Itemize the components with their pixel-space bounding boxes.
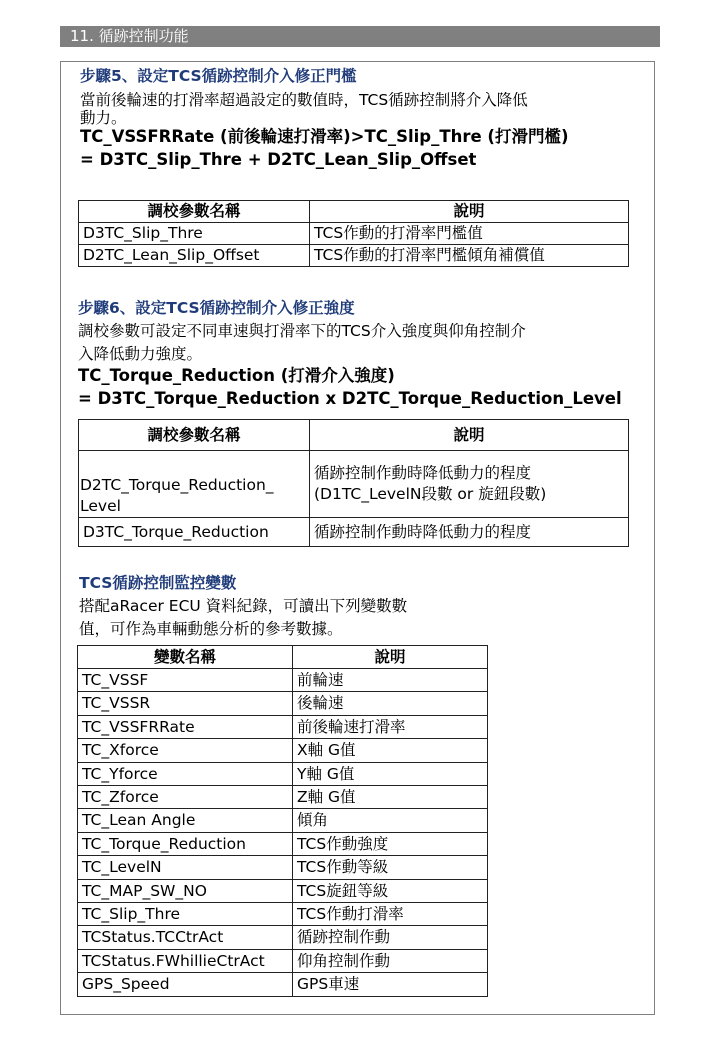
table-row (79, 451, 629, 518)
variable-desc: 前後輪速打滑率 (293, 715, 488, 738)
table-row (79, 223, 629, 245)
param-name (79, 451, 310, 518)
variable-desc: 循跡控制作動 (293, 926, 488, 949)
param-name: D2TC_Lean_Slip_Offset (79, 245, 310, 267)
monitor-desc-line1: 搭配aRacer ECU 資料紀錄，可讀出下列變數數 (79, 597, 408, 615)
section-header: 11. 循跡控制功能 (60, 26, 660, 47)
variable-desc: TCS作動強度 (293, 832, 488, 855)
table-row (78, 809, 488, 832)
variable-name: TC_Zforce (78, 786, 293, 809)
column-header: 調校參數名稱 (79, 201, 310, 223)
column-header: 說明 (310, 420, 629, 451)
variable-name: TC_LevelN (78, 856, 293, 879)
variable-desc: 傾角 (293, 809, 488, 832)
table-header-row (79, 201, 629, 223)
table-row (78, 692, 488, 715)
table-row (78, 832, 488, 855)
param-name-line1: D2TC_Torque_Reduction_ (80, 476, 274, 494)
variable-desc: TCS作動打滑率 (293, 903, 488, 926)
table-row (78, 949, 488, 972)
column-header: 調校參數名稱 (79, 420, 310, 451)
column-header: 變數名稱 (78, 646, 293, 669)
param-desc-line1: 循跡控制作動時降低動力的程度 (314, 464, 532, 482)
param-desc-line2: (D1TC_LevelN段數 or 旋鈕段數) (314, 485, 547, 503)
variable-desc: X軸 G值 (293, 739, 488, 762)
table-header-row (79, 420, 629, 451)
table-header-row (78, 646, 488, 669)
table-row (78, 973, 488, 996)
step6-desc-line1: 調校參數可設定不同車速與打滑率下的TCS介入強度與仰角控制介 (78, 322, 526, 340)
step6-desc-line2: 入降低動力強度。 (78, 345, 203, 363)
table-row (78, 903, 488, 926)
param-desc: TCS作動的打滑率門檻傾角補償值 (310, 245, 629, 267)
table-row (79, 518, 629, 547)
step6-formula-line1: TC_Torque_Reduction (打滑介入強度) (78, 366, 395, 385)
variable-name: TC_VSSFRRate (78, 715, 293, 738)
variable-name: TC_Slip_Thre (78, 903, 293, 926)
column-header: 說明 (310, 201, 629, 223)
variable-desc: GPS車速 (293, 973, 488, 996)
param-desc: 循跡控制作動時降低動力的程度 (310, 518, 629, 547)
step5-title: 步驟5、設定TCS循跡控制介入修正門檻 (80, 67, 357, 85)
step5-desc-line1: 當前後輪速的打滑率超過設定的數值時，TCS循跡控制將介入降低 (80, 91, 528, 109)
variable-name: TCStatus.TCCtrAct (78, 926, 293, 949)
table-row (79, 245, 629, 267)
step6-title: 步驟6、設定TCS循跡控制介入修正強度 (78, 299, 355, 317)
column-header: 說明 (293, 646, 488, 669)
table-row (78, 762, 488, 785)
variable-name: TC_MAP_SW_NO (78, 879, 293, 902)
table-row (78, 669, 488, 692)
param-name: D3TC_Torque_Reduction (79, 518, 310, 547)
variable-desc: TCS作動等級 (293, 856, 488, 879)
variable-desc: Z軸 G值 (293, 786, 488, 809)
variable-name: TC_Lean Angle (78, 809, 293, 832)
variable-name: TC_VSSF (78, 669, 293, 692)
param-name: D3TC_Slip_Thre (79, 223, 310, 245)
variable-desc: Y軸 G值 (293, 762, 488, 785)
param-desc: TCS作動的打滑率門檻值 (310, 223, 629, 245)
variable-desc: 後輪速 (293, 692, 488, 715)
param-name-line2: Level (80, 497, 121, 515)
table-row (78, 739, 488, 762)
step6-formula-line2: = D3TC_Torque_Reduction x D2TC_Torque_Reduction_Level (78, 389, 622, 408)
variable-name: TC_VSSR (78, 692, 293, 715)
monitor-desc-line2: 值，可作為車輛動態分析的參考數據。 (79, 620, 343, 638)
variable-name: TC_Torque_Reduction (78, 832, 293, 855)
variable-name: TCStatus.FWhillieCtrAct (78, 949, 293, 972)
step5-formula-line1: TC_VSSFRRate (前後輪速打滑率)>TC_Slip_Thre (打滑門檻) (80, 127, 569, 146)
table-row (78, 786, 488, 809)
step5-param-table (78, 200, 629, 267)
table-row (78, 856, 488, 879)
step5-formula-line2: = D3TC_Slip_Thre + D2TC_Lean_Slip_Offset (80, 150, 477, 169)
monitor-variable-table (77, 645, 488, 997)
variable-desc: TCS旋鈕等級 (293, 879, 488, 902)
table-row (78, 926, 488, 949)
table-row (78, 879, 488, 902)
variable-desc: 前輪速 (293, 669, 488, 692)
step6-param-table (78, 419, 629, 547)
variable-name: GPS_Speed (78, 973, 293, 996)
variable-name: TC_Yforce (78, 762, 293, 785)
table-row (78, 715, 488, 738)
variable-name: TC_Xforce (78, 739, 293, 762)
param-desc (310, 451, 629, 518)
monitor-title: TCS循跡控制監控變數 (79, 574, 237, 592)
variable-desc: 仰角控制作動 (293, 949, 488, 972)
step5-desc-line2: 動力。 (80, 109, 127, 127)
